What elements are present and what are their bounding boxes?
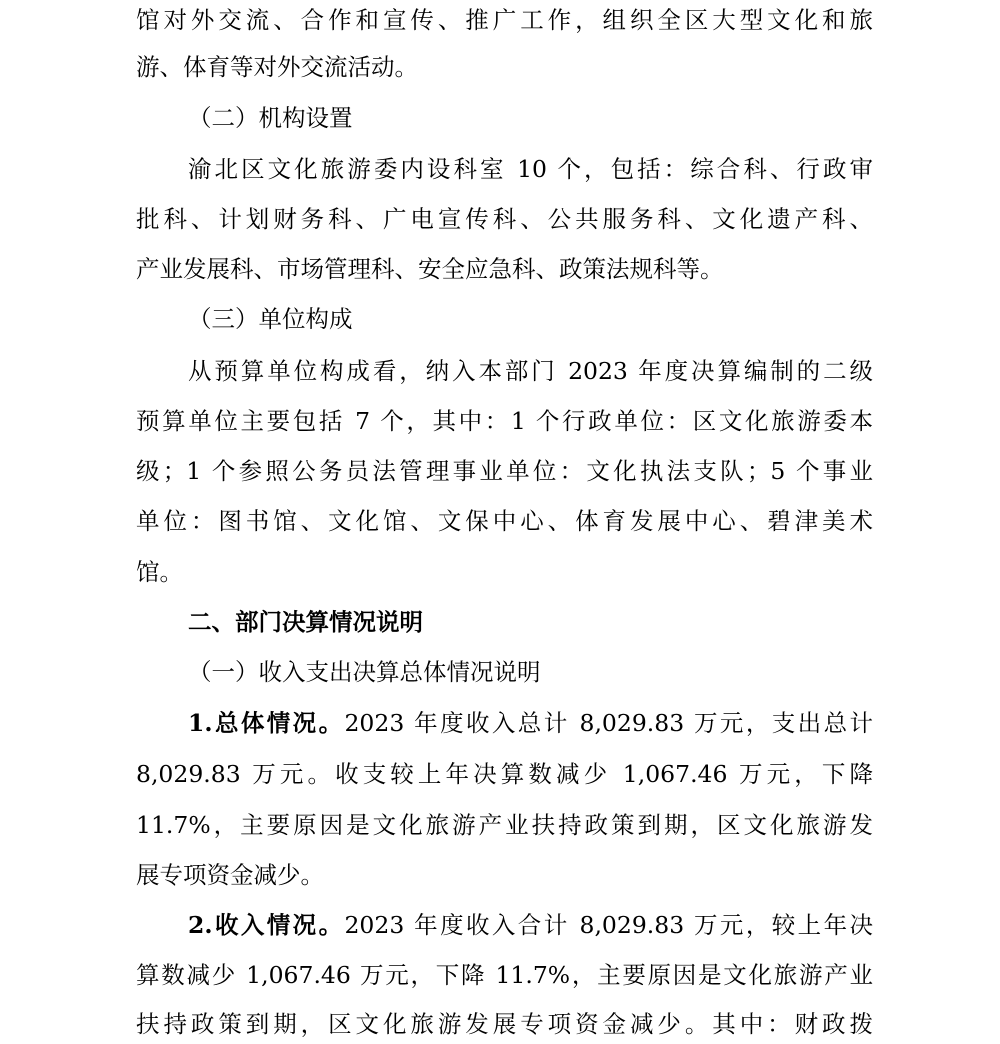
paragraph-line: 11.7%，主要原因是文化旅游产业扶持政策到期，区文化旅游发 <box>136 811 873 839</box>
paragraph-line-with-lead <box>188 905 873 945</box>
paragraph-lead: 1.总体情况。 <box>188 709 345 737</box>
paragraph-line: 批科、计划财务科、广电宣传科、公共服务科、文化遗产科、 <box>136 205 873 233</box>
paragraph-line: 8,029.83 万元。收支较上年决算数减少 1,067.46 万元，下降 <box>136 760 873 788</box>
paragraph-line: 单位：图书馆、文化馆、文保中心、体育发展中心、碧津美术 <box>136 507 873 535</box>
paragraph-line: 馆对外交流、合作和宣传、推广工作，组织全区大型文化和旅 <box>136 6 873 34</box>
paragraph-line: 游、体育等对外交流活动。 <box>136 53 418 81</box>
section-heading: （一）收入支出决算总体情况说明 <box>188 658 541 686</box>
paragraph-line: 展专项资金减少。 <box>136 861 324 889</box>
paragraph-line: 扶持政策到期，区文化旅游发展专项资金减少。其中：财政拨 <box>136 1010 873 1038</box>
paragraph-line: 产业发展科、市场管理科、安全应急科、政策法规科等。 <box>136 255 724 283</box>
paragraph-line: 级；1 个参照公务员法管理事业单位：文化执法支队；5 个事业 <box>136 457 873 485</box>
paragraph-text: 2023 年度收入总计 8,029.83 万元，支出总计 <box>344 709 873 737</box>
section-heading: （三）单位构成 <box>188 305 353 333</box>
chapter-heading: 二、部门决算情况说明 <box>188 608 423 636</box>
paragraph-line: 从预算单位构成看，纳入本部门 2023 年度决算编制的二级 <box>188 357 873 385</box>
paragraph-line: 渝北区文化旅游委内设科室 10 个，包括：综合科、行政审 <box>188 155 873 183</box>
paragraph-text: 2023 年度收入合计 8,029.83 万元，较上年决 <box>344 911 873 939</box>
paragraph-line-with-lead <box>188 703 873 743</box>
section-heading: （二）机构设置 <box>188 104 353 132</box>
paragraph-lead: 2.收入情况。 <box>188 911 345 939</box>
paragraph-line: 算数减少 1,067.46 万元，下降 11.7%，主要原因是文化旅游产业 <box>136 961 873 989</box>
paragraph-line: 预算单位主要包括 7 个，其中：1 个行政单位：区文化旅游委本 <box>136 407 873 435</box>
paragraph-line: 馆。 <box>136 558 183 586</box>
